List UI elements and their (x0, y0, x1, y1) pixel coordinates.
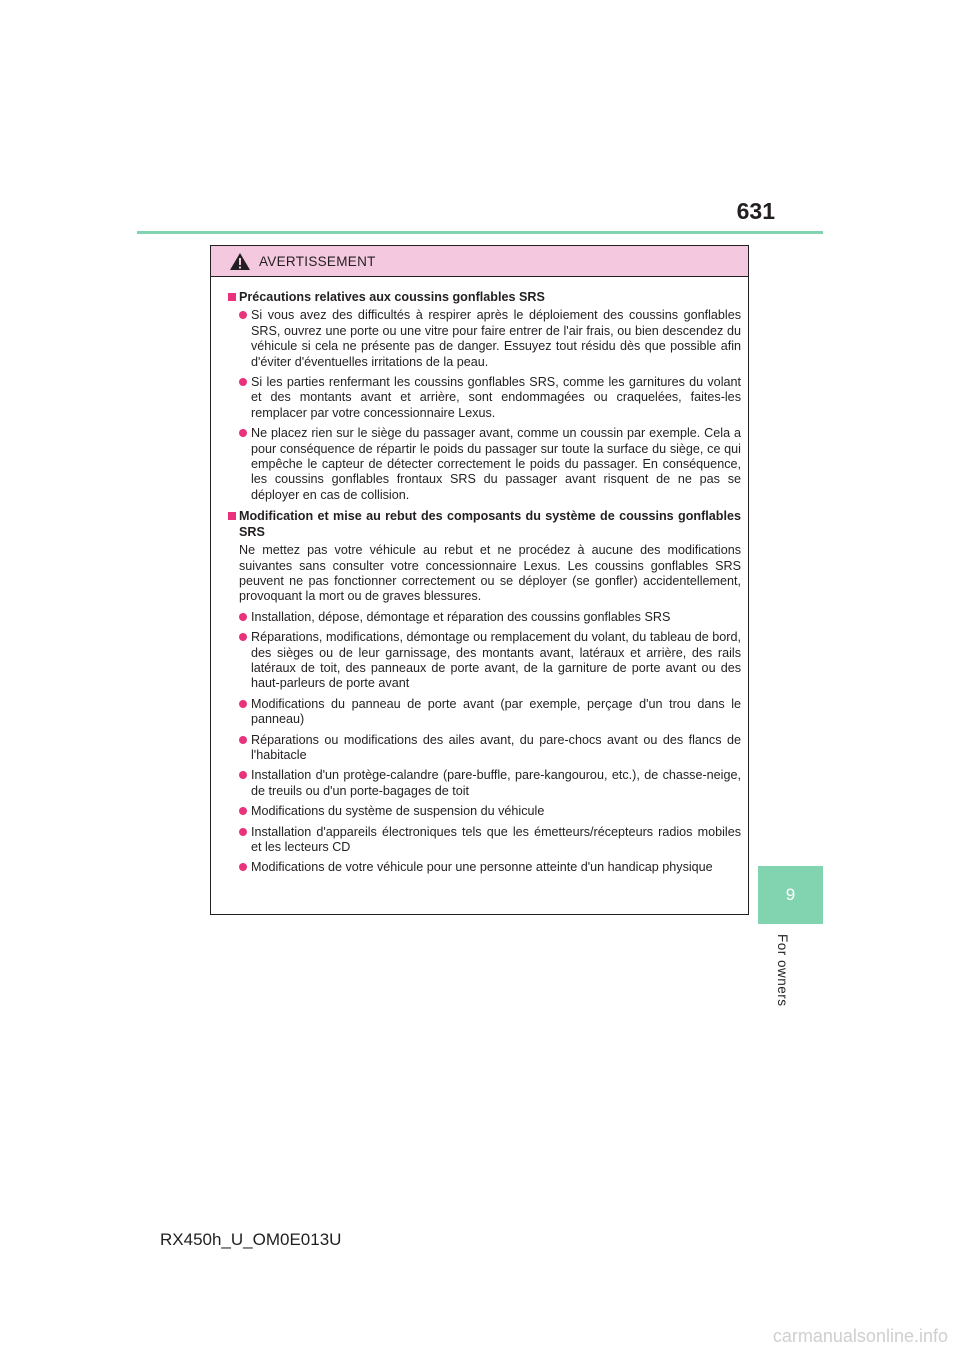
bullet-text: Modifications du panneau de porte avant (par exemple, perçage d'un trou dans le panneau) (251, 696, 741, 727)
bullet-text: Installation d'un protège-calandre (pare-buffle, pare-kangourou, etc.), de chasse-neige, de treuils ou d'un porte-bagages de toit (251, 768, 741, 798)
square-bullet-icon (228, 293, 236, 301)
round-bullet-icon (239, 700, 247, 708)
page-number: 631 (736, 198, 775, 224)
header-rule (137, 231, 823, 234)
bullet-item (228, 768, 741, 799)
round-bullet-icon (239, 633, 247, 641)
bullet-text: Installation d'appareils électroniques tels que les émetteurs/récepteurs radios mobiles et les lecteurs CD (251, 824, 741, 854)
section-heading (228, 509, 741, 540)
warning-box (210, 245, 749, 915)
round-bullet-icon (239, 429, 247, 437)
chapter-label: For owners (775, 934, 790, 1007)
section-intro: Ne mettez pas votre véhicule au rebut et ne procédez à aucune des modifications suivantes sans consulter votre concessionnaire Lexus. Les coussins gonflables SRS peuvent ne pas fonctionner correctement ou se déployer (se gonfler) accidentellement, provoquant la mort ou de graves blessures. (239, 543, 741, 604)
bullet-text: Ne placez rien sur le siège du passager avant, comme un coussin par exemple. Cela a pour conséquence de répartir le poids du passager sur toute la surface du siège, ce qui empêche le capteur de détecter correctement le poids du passager. En conséquence, les coussins gonflables frontaux SRS du passager avant risquent de ne pas se déployer en cas de collision. (251, 426, 741, 502)
chapter-tab: 9 (758, 866, 823, 924)
bullet-item (228, 825, 741, 856)
round-bullet-icon (239, 771, 247, 779)
section-heading (228, 290, 741, 305)
warning-section (228, 509, 741, 876)
bullet-text: Réparations, modifications, démontage ou remplacement du volant, du tableau de bord, des sièges ou de leur garnissage, des montants avant, latéraux et arrière, des rails latéraux de toit, des panneaux de porte avant, de la garniture de porte avant ou des haut-parleurs de porte avant (251, 630, 741, 691)
bullet-item (228, 375, 741, 421)
bullet-item (228, 308, 741, 370)
bullet-text: Modifications de votre véhicule pour une personne atteinte d'un handicap physique (251, 860, 713, 875)
section-heading-text: Modification et mise au rebut des composants du système de coussins gonflables SRS (239, 509, 741, 539)
bullet-item (228, 697, 741, 728)
bullet-text: Installation, dépose, démontage et réparation des coussins gonflables SRS (251, 609, 671, 624)
round-bullet-icon (239, 807, 247, 815)
round-bullet-icon (239, 311, 247, 319)
bullet-item (228, 426, 741, 503)
watermark-link[interactable]: carmanualsonline.info (772, 1326, 948, 1346)
bullet-text: Si vous avez des difficultés à respirer après le déploiement des coussins gonflables SRS, ouvrez une porte ou une vitre pour faire entrer de l'air frais, ou bien descendez du véhicule si cela ne présente pas de danger. Essuyez tout résidu dès que possible afin d'éviter d'éventuelles irritations de la peau. (251, 308, 741, 369)
warning-header (211, 246, 748, 277)
round-bullet-icon (239, 828, 247, 836)
warning-body (211, 277, 748, 876)
bullet-item (228, 860, 741, 875)
square-bullet-icon (228, 512, 236, 520)
round-bullet-icon (239, 863, 247, 871)
round-bullet-icon (239, 736, 247, 744)
section-heading-text: Précautions relatives aux coussins gonflables SRS (239, 290, 545, 304)
footer-code: RX450h_U_OM0E013U (160, 1230, 342, 1249)
round-bullet-icon (239, 613, 247, 621)
bullet-item (228, 733, 741, 764)
bullet-text: Si les parties renfermant les coussins gonflables SRS, comme les garnitures du volant et des montants avant et arrière, sont endommagées ou craquelées, faites-les remplacer par votre concessionnaire Lexus. (251, 375, 741, 420)
bullet-text: Modifications du système de suspension du véhicule (251, 804, 545, 819)
bullet-item (228, 610, 741, 625)
warning-title: AVERTISSEMENT (259, 253, 376, 269)
round-bullet-icon (239, 378, 247, 386)
warning-triangle-icon (229, 252, 251, 271)
warning-section (228, 290, 741, 503)
bullet-item (228, 804, 741, 819)
bullet-item (228, 630, 741, 692)
bullet-text: Réparations ou modifications des ailes avant, du pare-chocs avant ou des flancs de l'habitacle (251, 732, 741, 762)
